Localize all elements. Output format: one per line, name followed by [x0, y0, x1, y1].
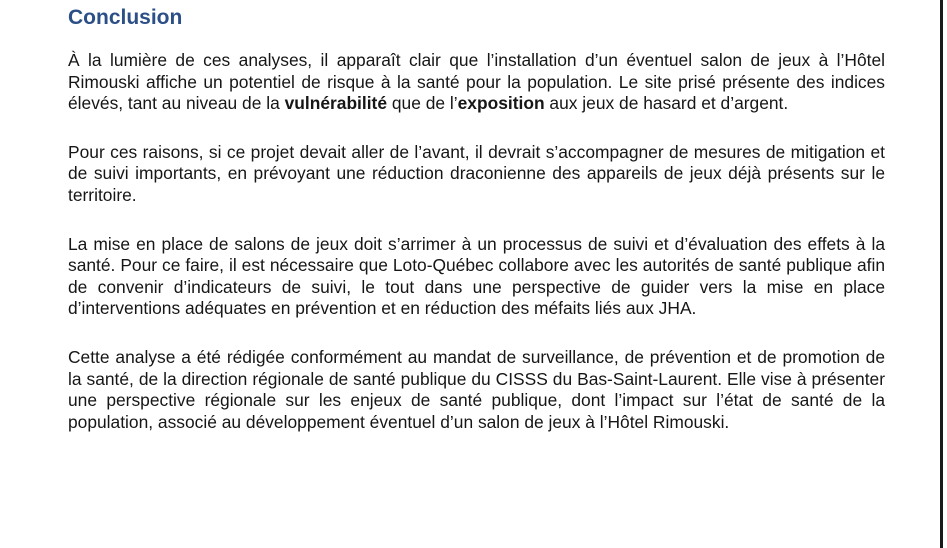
paragraph-1 [68, 50, 885, 115]
conclusion-body [68, 50, 885, 433]
paragraph-1-text-a: À la lumière de ces analyses, il apparaît clair que l’installation d’un éventuel salon de jeux à l’Hôtel Rimouski affiche un potentiel de risque à la santé pour la population. Le site prisé présente des indices élevés, tant au niveau de la [68, 50, 885, 114]
paragraph-1-text-b: que de l’ [387, 93, 458, 114]
paragraph-4: Cette analyse a été rédigée conformément au mandat de surveillance, de prévention et de promotion de la santé, de la direction régionale de santé publique du CISSS du Bas-Saint-Laurent. Elle vise à présenter une perspective régionale sur les enjeux de santé publique, dont l’impact sur l’état de santé de la population, associé au développement éventuel d’un salon de jeux à l’Hôtel Rimouski. [68, 346, 885, 432]
section-heading: Conclusion [68, 6, 183, 29]
emphasis-exposition: exposition [457, 93, 545, 114]
emphasis-vulnerabilite: vulnérabilité [284, 93, 388, 114]
paragraph-3: La mise en place de salons de jeux doit s’arrimer à un processus de suivi et d’évaluation des effets à la santé. Pour ce faire, il est nécessaire que Loto-Québec collabore avec les autorités de santé publique afin de convenir d’indicateurs de suivi, le tout dans une perspective de guider vers la mise en place d’interventions adéquates en prévention et en réduction des méfaits liés aux JHA. [68, 233, 885, 319]
paragraph-1-text-c: aux jeux de hasard et d’argent. [544, 93, 789, 114]
paragraph-2: Pour ces raisons, si ce projet devait aller de l’avant, il devrait s’accompagner de mesures de mitigation et de suivi importants, en prévoyant une réduction draconienne des appareils de jeux déjà présents sur le territoire. [68, 141, 885, 205]
page-edge-border [940, 0, 943, 548]
